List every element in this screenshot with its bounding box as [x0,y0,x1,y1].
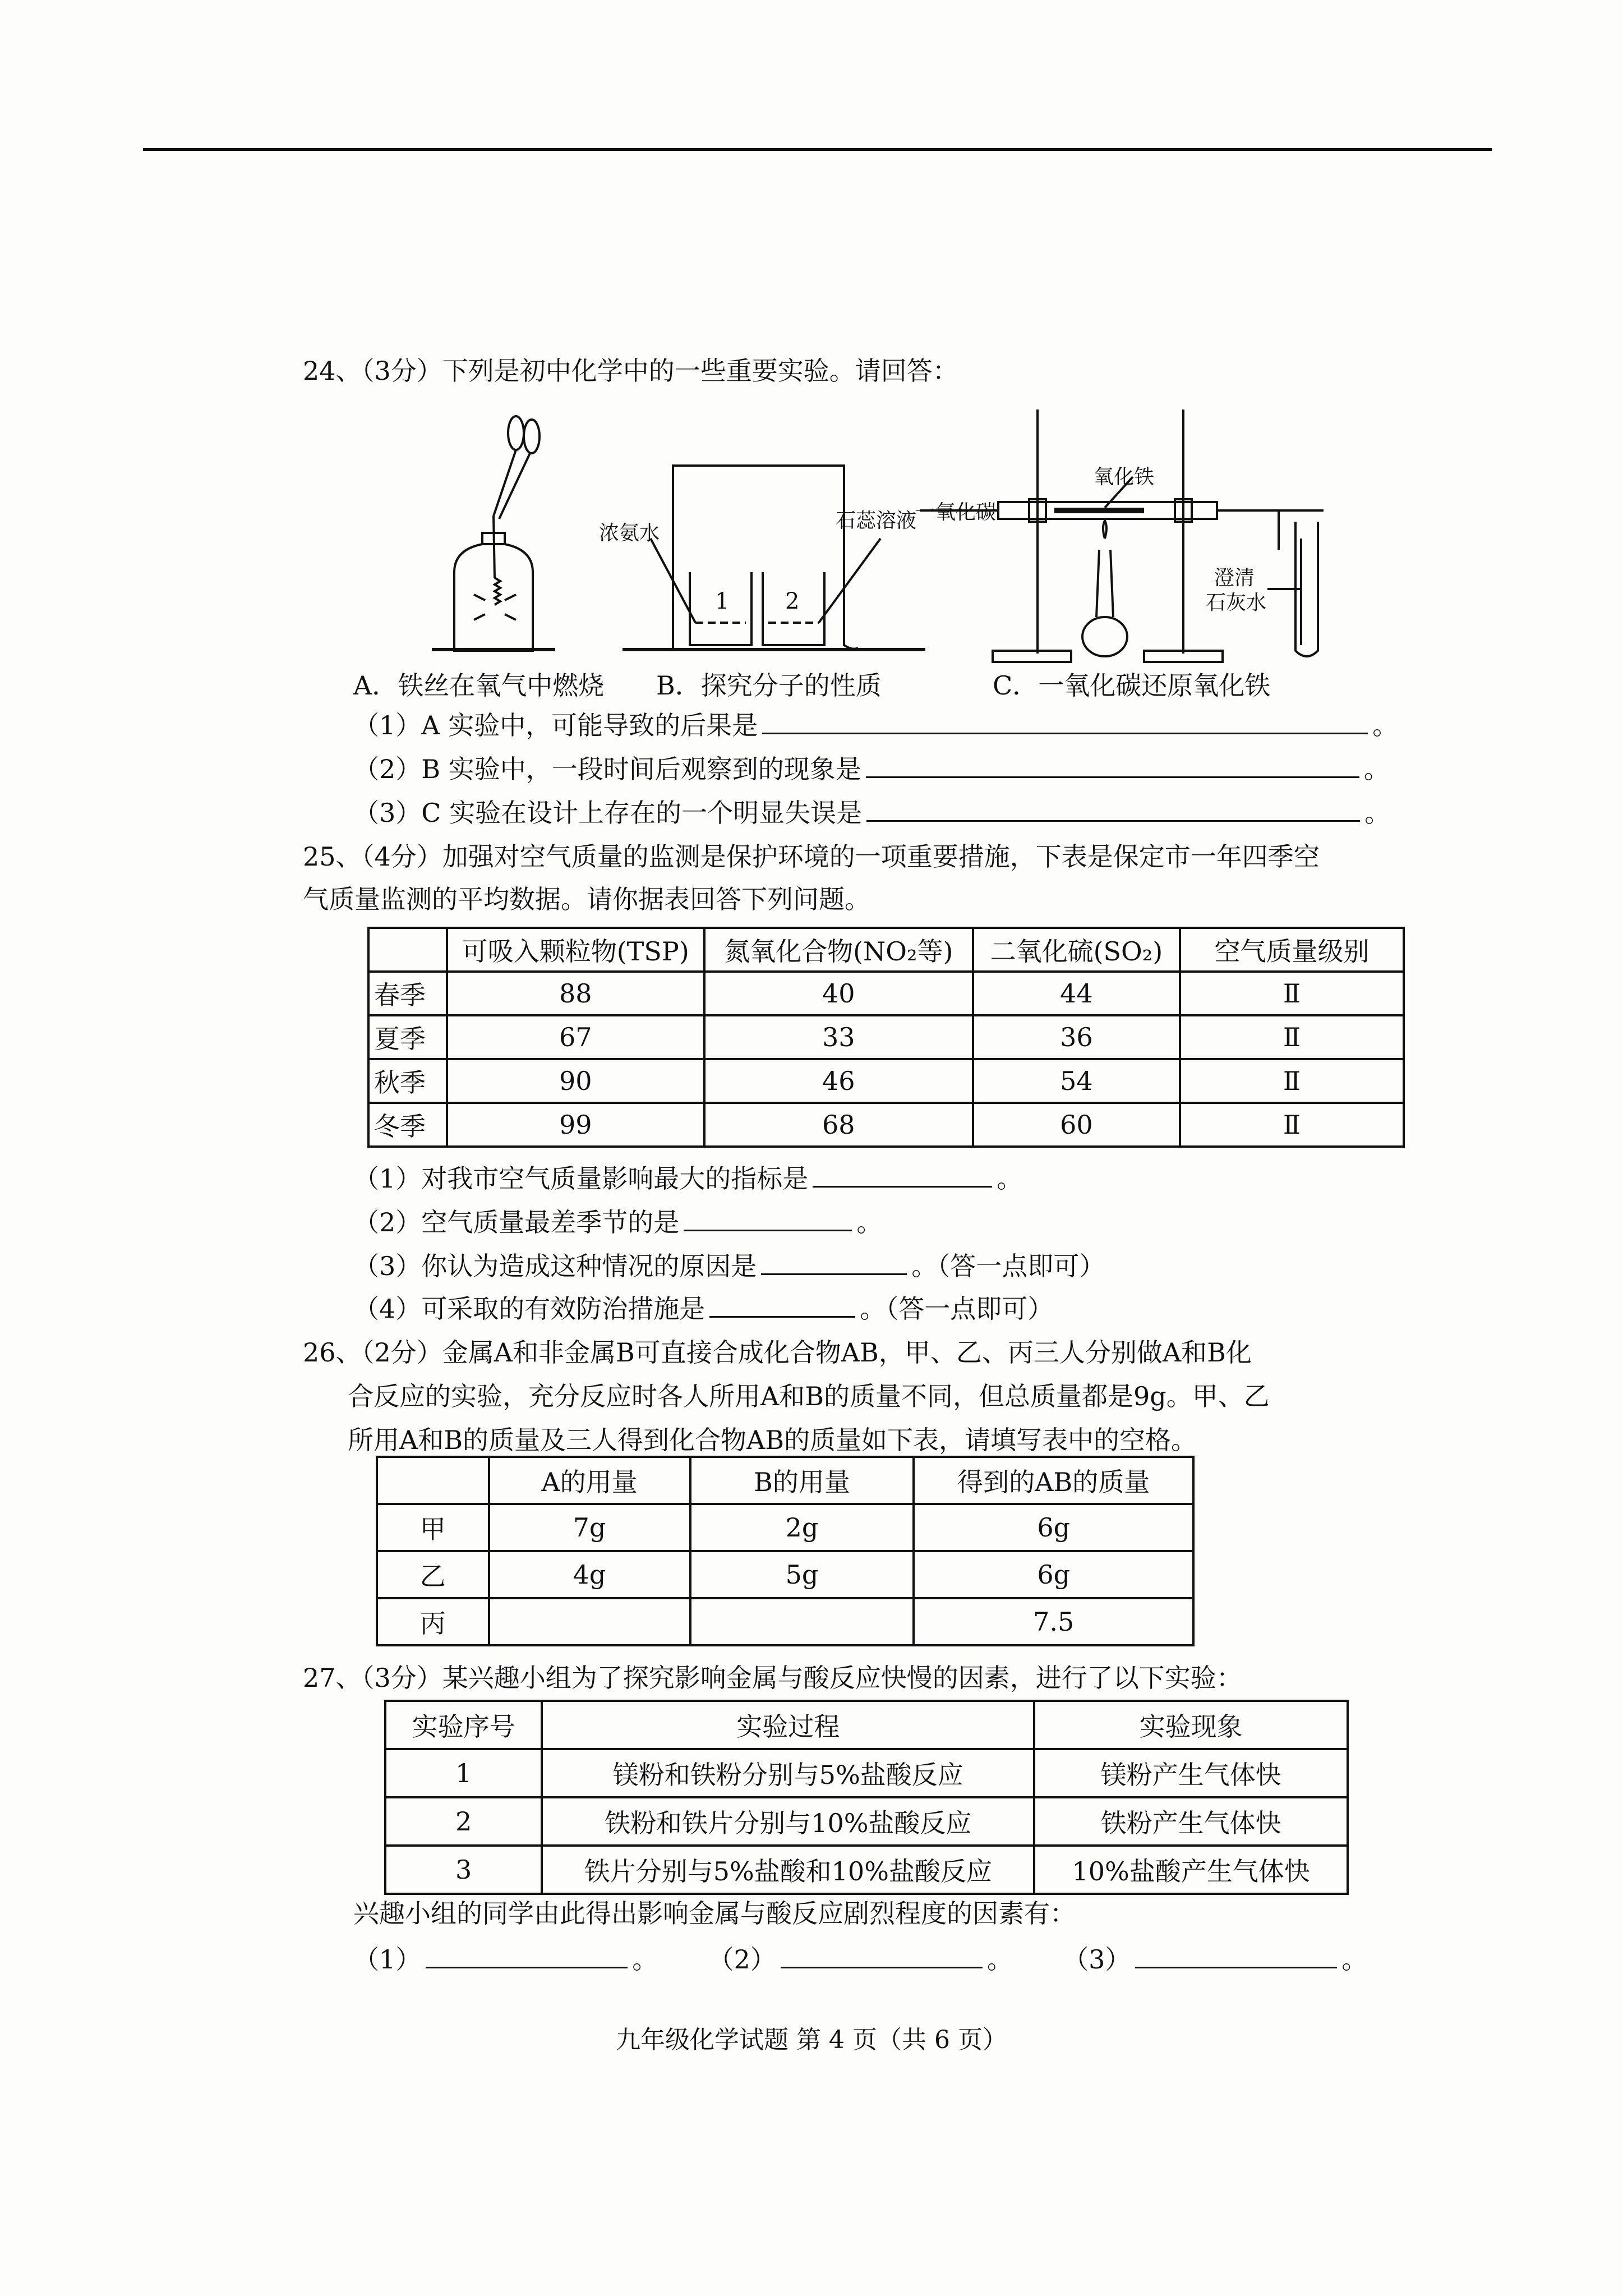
answer-cell[interactable] [489,1598,690,1645]
figure-c-co-reduction [920,404,1357,668]
table-cell: 33 [704,1015,973,1059]
answer-blank[interactable] [781,1942,983,1968]
table-row [385,1749,1348,1797]
figure-c-label-iron-oxide: 氧化铁 [1094,466,1155,489]
table-header-cell: 二氧化硫(SO₂) [973,928,1180,972]
table-cell: Ⅱ [1180,1103,1404,1147]
table-cell: 镁粉产生气体快 [1034,1749,1348,1797]
answer-cell[interactable] [690,1598,914,1645]
q27-title: 27、（3分）某兴趣小组为了探究影响金属与酸反应快慢的因素，进行了以下实验： [303,1663,1242,1693]
table-row [377,1504,1193,1551]
q27-conclusion: 兴趣小组的同学由此得出影响金属与酸反应剧烈程度的因素有： [353,1898,1076,1929]
answer-blank[interactable] [866,795,1360,822]
table-cell: 88 [447,972,704,1015]
answer-blank[interactable] [866,752,1359,778]
q24-title: 24、（3分）下列是初中化学中的一些重要实验。请回答： [303,356,958,386]
table-cell: 90 [447,1059,704,1103]
table-row [368,1015,1404,1059]
table-header-cell: 空气质量级别 [1180,928,1404,972]
table-cell: 5g [690,1551,914,1598]
table-cell: 春季 [368,972,447,1015]
table-cell: 10%盐酸产生气体快 [1034,1846,1348,1894]
table-cell: 2 [385,1797,542,1846]
answer-blank[interactable] [813,1161,992,1188]
table-cell: 铁粉和铁片分别与10%盐酸反应 [542,1797,1034,1846]
table-header-cell: 得到的AB的质量 [914,1457,1193,1504]
q26-title-line1: 26、（2分）金属A和非金属B可直接合成化合物AB，甲、乙、丙三人分别做A和B化 [303,1337,1252,1368]
answer-blank[interactable] [762,708,1368,734]
table-row [368,1103,1404,1147]
table-cell: 6g [914,1504,1193,1551]
q25-sub4: （4）可采取的有效防治措施是 。（答一点即可） [353,1291,1053,1326]
table-cell: 乙 [377,1551,489,1598]
table-row [368,972,1404,1015]
q25-title-line1: 25、（4分）加强对空气质量的监测是保护环境的一项重要措施，下表是保定市一年四季空 [303,841,1320,872]
table-header-row [368,928,1404,972]
answer-blank[interactable] [709,1291,855,1318]
figure-c-label-lime-1: 澄清 [1214,567,1255,590]
table-header-row [377,1457,1193,1504]
table-header-cell [368,928,447,972]
figure-b-caption: B．探究分子的性质 [656,670,882,701]
table-cell: Ⅱ [1180,972,1404,1015]
q26-title-line3: 所用A和B的质量及三人得到化合物AB的质量如下表，请填写表中的空格。 [348,1425,1197,1455]
q25-sub1: （1）对我市空气质量影响最大的指标是 。 [353,1161,1022,1196]
q25-air-quality-table [367,927,1405,1148]
table-cell: 7.5 [914,1598,1193,1645]
figure-a-caption: A．铁丝在氧气中燃烧 [353,670,605,701]
figure-c-label-co: 一氧化碳 [915,501,997,524]
table-header-cell: 实验现象 [1034,1701,1348,1749]
table-cell: 7g [489,1504,690,1551]
answer-blank[interactable] [684,1205,852,1231]
table-cell: 68 [704,1103,973,1147]
table-row [377,1551,1193,1598]
q25-sub2: （2）空气质量最差季节的是 。 [353,1205,882,1240]
table-header-cell: 可吸入颗粒物(TSP) [447,928,704,972]
q27-experiment-table [384,1700,1349,1895]
figure-c-label-lime-2: 石灰水 [1206,591,1267,614]
figure-b-molecule-experiment [589,454,937,662]
table-cell: 54 [973,1059,1180,1103]
q27-answers: （1） 。 （2） 。 （3） 。 [353,1942,1367,1977]
table-cell: 67 [447,1015,704,1059]
table-cell: 夏季 [368,1015,447,1059]
table-row [385,1797,1348,1846]
beaker-1-label: 1 [715,588,730,614]
q24-sub1: （1）A 实验中，可能导致的后果是 。 [353,708,1398,743]
figure-b-label-ammonia: 浓氨水 [599,522,660,545]
table-cell: 镁粉和铁粉分别与5%盐酸反应 [542,1749,1034,1797]
page-footer: 九年级化学试题 第 4 页（共 6 页） [616,2026,1007,2054]
table-cell: 46 [704,1059,973,1103]
q25-sub3: （3）你认为造成这种情况的原因是 。（答一点即可） [353,1249,1105,1283]
table-header-cell: B的用量 [690,1457,914,1504]
table-cell: 36 [973,1015,1180,1059]
table-cell: 40 [704,972,973,1015]
table-cell: 60 [973,1103,1180,1147]
table-row [377,1598,1193,1645]
table-cell: 铁粉产生气体快 [1034,1797,1348,1846]
figure-b-label-litmus: 石蕊溶液 [836,509,917,532]
table-cell: 丙 [377,1598,489,1645]
table-cell: 1 [385,1749,542,1797]
table-cell: 秋季 [368,1059,447,1103]
beaker-2-label: 2 [785,588,800,614]
q24-sub2: （2）B 实验中，一段时间后观察到的现象是 。 [353,752,1390,786]
table-header-cell: A的用量 [489,1457,690,1504]
table-row [385,1846,1348,1894]
header-rule [143,148,1492,151]
table-cell: 4g [489,1551,690,1598]
table-header-cell: 实验过程 [542,1701,1034,1749]
table-row [368,1059,1404,1103]
table-cell: Ⅱ [1180,1059,1404,1103]
table-cell: 6g [914,1551,1193,1598]
table-cell: 冬季 [368,1103,447,1147]
table-cell: 99 [447,1103,704,1147]
table-header-row [385,1701,1348,1749]
table-header-cell: 氮氧化合物(NO₂等) [704,928,973,972]
table-cell: 3 [385,1846,542,1894]
table-header-cell [377,1457,489,1504]
q26-mass-table [376,1456,1195,1646]
answer-blank[interactable] [761,1249,907,1275]
table-cell: Ⅱ [1180,1015,1404,1059]
answer-blank[interactable] [1135,1942,1337,1968]
table-cell: 甲 [377,1504,489,1551]
figure-a-iron-burning [432,409,555,656]
table-cell: 44 [973,972,1180,1015]
table-cell: 铁片分别与5%盐酸和10%盐酸反应 [542,1846,1034,1894]
q26-title-line2: 合反应的实验，充分反应时各人所用A和B的质量不同，但总质量都是9g。甲、乙 [348,1381,1270,1411]
table-cell: 2g [690,1504,914,1551]
figure-c-caption: C．一氧化碳还原氧化铁 [993,670,1271,701]
table-header-cell: 实验序号 [385,1701,542,1749]
answer-blank[interactable] [426,1942,628,1968]
q24-sub3: （3）C 实验在设计上存在的一个明显失误是 。 [353,795,1390,830]
q25-title-line2: 气质量监测的平均数据。请你据表回答下列问题。 [303,884,870,914]
